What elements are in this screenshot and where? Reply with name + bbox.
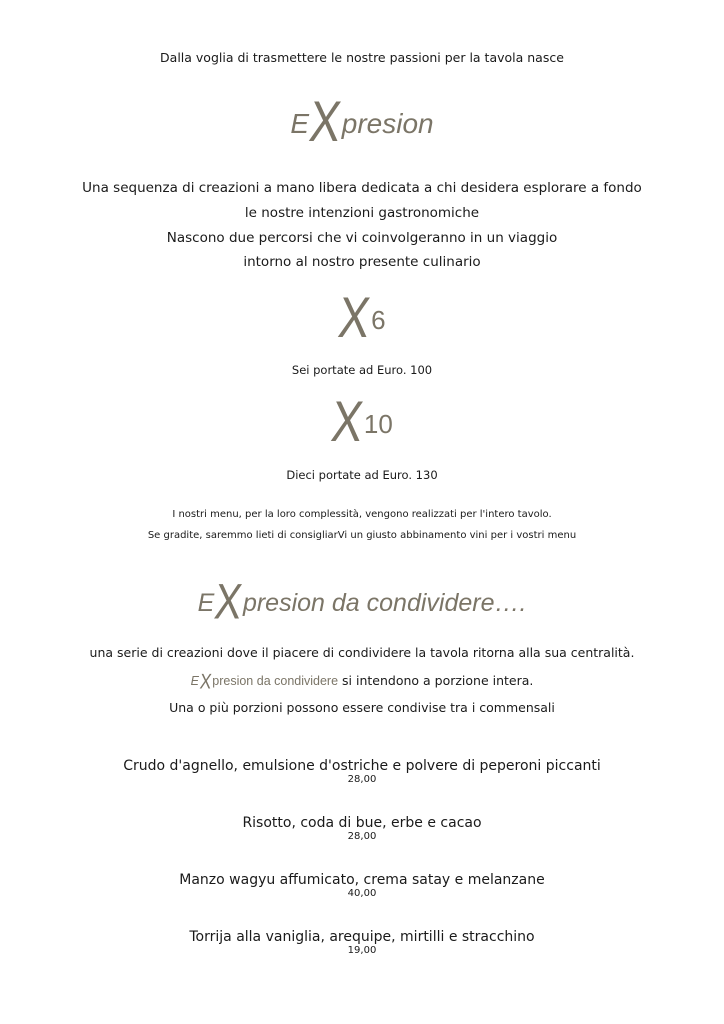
dish-price: 28,00 (347, 831, 377, 842)
description-line: intorno al nostro presente culinario (243, 254, 481, 270)
sharing-inline-x: X (198, 669, 213, 694)
menu-x10-x: X (328, 388, 367, 454)
note-line: I nostri menu, per la loro complessità, vengono realizzati per l'intero tavolo. (172, 509, 552, 520)
sharing-more: Una o più porzioni possono essere condivise tra i commensali (169, 700, 555, 715)
dish-name: Torrija alla vaniglia, arequipe, mirtilli e stracchino (189, 929, 535, 945)
description-line: Una sequenza di creazioni a mano libera dedicata a chi desidera esplorare a fondo (82, 180, 642, 196)
sharing-title-prefix: E (197, 589, 215, 617)
logo-prefix: E (290, 108, 310, 139)
sharing-title-x: X (212, 574, 246, 630)
sharing-inline-text: si intendono a porzione intera. (338, 673, 534, 688)
expresion-logo (0, 88, 724, 154)
sharing-inline-prefix: E (190, 674, 199, 688)
description-line: le nostre intenzioni gastronomiche (244, 205, 480, 221)
sharing-title-suffix: presion da condividere…. (242, 589, 527, 617)
dish-name: Manzo wagyu affumicato, crema satay e melanzane (179, 872, 545, 888)
intro-text: Dalla voglia di trasmettere le nostre passioni per la tavola nasce (160, 50, 564, 65)
dish-price: 28,00 (347, 774, 377, 785)
menu-x6-number: 6 (371, 305, 386, 335)
sharing-description: una serie di creazioni dove il piacere di condividere la tavola ritorna alla sua centralità. (89, 645, 635, 660)
logo-x: X (306, 88, 345, 154)
sharing-title (0, 574, 724, 630)
sharing-inline-brand (190, 669, 339, 694)
menu-x10-logo (0, 388, 724, 454)
dish-name: Risotto, coda di bue, erbe e cacao (242, 815, 482, 831)
note-line: Se gradite, saremmo lieti di consigliarVi un giusto abbinamento vini per i vostri menu (147, 530, 577, 541)
menu-x6-logo (0, 284, 724, 350)
sharing-inline-suffix: presion da condividere (212, 674, 339, 688)
menu-x10-label: Dieci portate ad Euro. 130 (286, 468, 438, 482)
dish-price: 40,00 (347, 888, 377, 899)
dish-name: Crudo d'agnello, emulsione d'ostriche e polvere di peperoni piccanti (123, 758, 601, 774)
description-line: Nascono due percorsi che vi coinvolgeranno in un viaggio (166, 230, 558, 246)
sharing-inline (0, 669, 724, 694)
menu-x6-x: X (335, 284, 374, 350)
menu-x10-number: 10 (363, 409, 393, 439)
logo-suffix: presion (341, 108, 434, 139)
menu-x6-label: Sei portate ad Euro. 100 (291, 363, 433, 377)
dish-price: 19,00 (347, 945, 377, 956)
